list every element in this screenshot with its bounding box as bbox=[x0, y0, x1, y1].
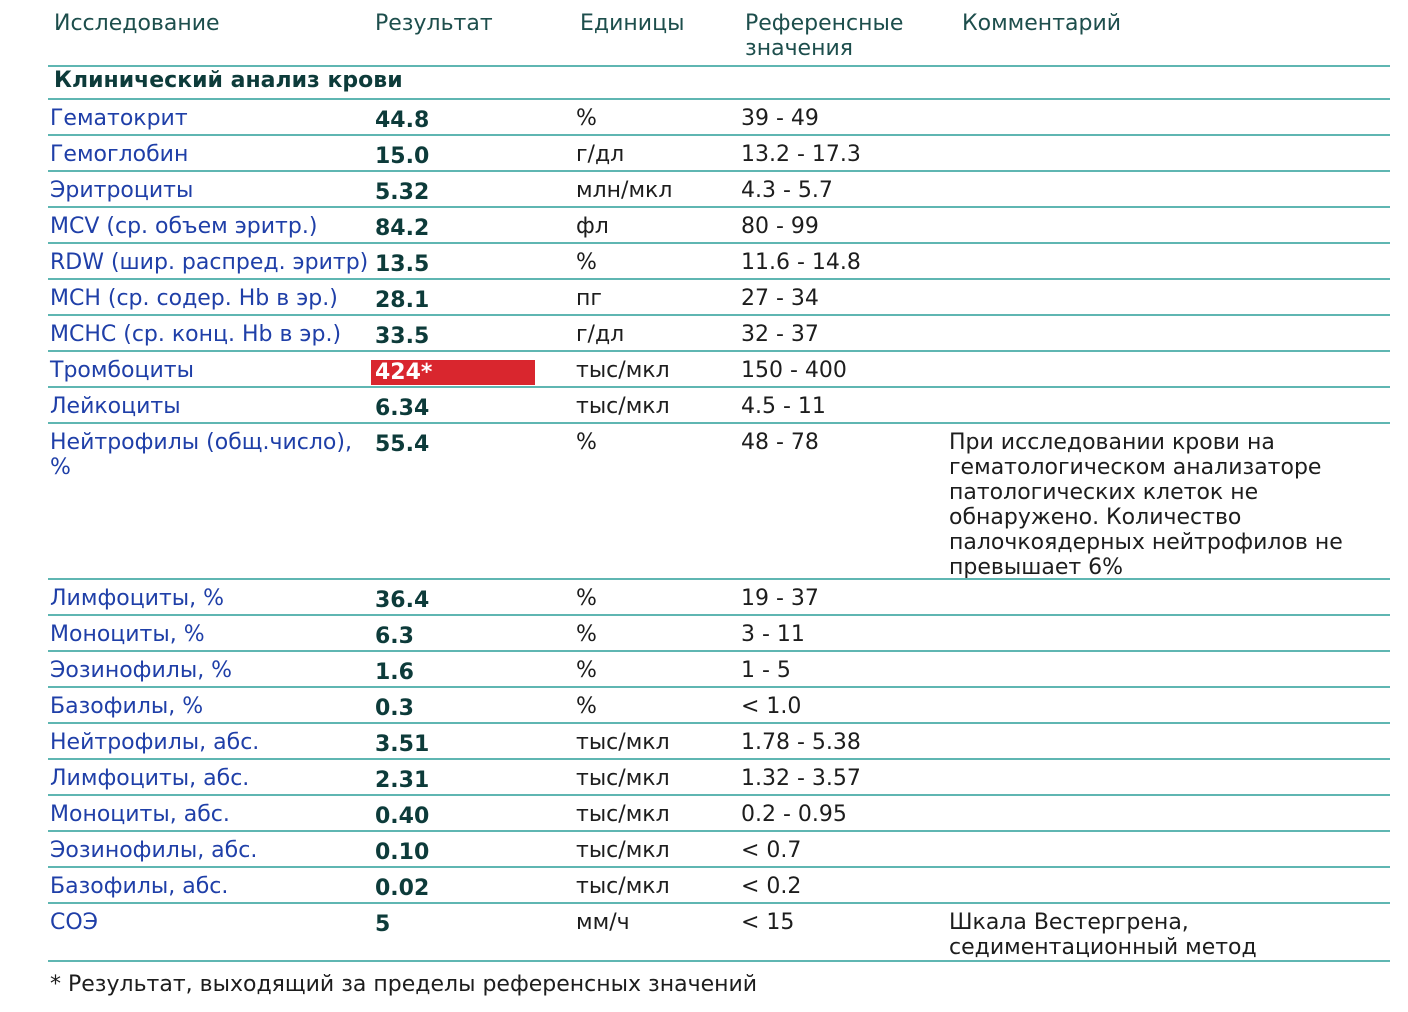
test-name: Лимфоциты, абс. bbox=[50, 766, 250, 791]
result-value: 2.31 bbox=[375, 768, 430, 793]
table-header bbox=[0, 0, 1408, 66]
unit: % bbox=[576, 430, 597, 455]
result-value: 84.2 bbox=[375, 216, 430, 241]
test-name: Эозинофилы, % bbox=[50, 658, 233, 683]
row-divider bbox=[48, 650, 1390, 652]
reference-range: 48 - 78 bbox=[741, 430, 819, 455]
unit: пг bbox=[576, 286, 602, 311]
reference-range: 3 - 11 bbox=[741, 622, 805, 647]
result-value: 13.5 bbox=[375, 252, 430, 277]
reference-range: 32 - 37 bbox=[741, 322, 819, 347]
test-name: MCH (ср. содер. Hb в эр.) bbox=[50, 286, 338, 311]
row-divider bbox=[48, 314, 1390, 316]
reference-range: 150 - 400 bbox=[741, 358, 847, 383]
unit: % bbox=[576, 622, 597, 647]
reference-range: 0.2 - 0.95 bbox=[741, 802, 847, 827]
result-value: 0.3 bbox=[375, 696, 414, 721]
header-result: Результат bbox=[375, 11, 493, 36]
reference-range: 1.78 - 5.38 bbox=[741, 730, 861, 755]
row-divider bbox=[48, 134, 1390, 136]
unit: тыс/мкл bbox=[576, 730, 670, 755]
row-divider bbox=[48, 758, 1390, 760]
result-value: 15.0 bbox=[375, 144, 430, 169]
unit: тыс/мкл bbox=[576, 874, 670, 899]
test-name: MCV (ср. объем эритр.) bbox=[50, 214, 318, 239]
result-value: 0.40 bbox=[375, 804, 430, 829]
row-divider bbox=[48, 866, 1390, 868]
result-value: 1.6 bbox=[375, 660, 414, 685]
unit: % bbox=[576, 586, 597, 611]
test-name: Эритроциты bbox=[50, 178, 194, 203]
row-divider bbox=[48, 794, 1390, 796]
comment: При исследовании крови на гематологическом анализаторе патологических клеток не обнаружено. Количество палочкоядерных нейтрофилов не превышает 6% bbox=[949, 430, 1343, 580]
unit: тыс/мкл bbox=[576, 394, 670, 419]
result-value: 0.10 bbox=[375, 840, 430, 865]
reference-range: 1.32 - 3.57 bbox=[741, 766, 861, 791]
row-divider bbox=[48, 170, 1390, 172]
result-value: 6.3 bbox=[375, 624, 414, 649]
test-name: Гемоглобин bbox=[50, 142, 189, 167]
reference-range: 80 - 99 bbox=[741, 214, 819, 239]
test-name: Базофилы, % bbox=[50, 694, 204, 719]
reference-range: 4.3 - 5.7 bbox=[741, 178, 833, 203]
test-name: Гематокрит bbox=[50, 106, 188, 131]
test-name: Эозинофилы, абс. bbox=[50, 838, 258, 863]
result-value: 44.8 bbox=[375, 108, 430, 133]
unit: тыс/мкл bbox=[576, 358, 670, 383]
test-name: Лимфоциты, % bbox=[50, 586, 225, 611]
unit: г/дл bbox=[576, 142, 625, 167]
result-value: 36.4 bbox=[375, 588, 430, 613]
test-name: Базофилы, абс. bbox=[50, 874, 229, 899]
row-divider bbox=[48, 830, 1390, 832]
row-divider bbox=[48, 614, 1390, 616]
unit: % bbox=[576, 250, 597, 275]
row-divider bbox=[48, 722, 1390, 724]
unit: мм/ч bbox=[576, 910, 630, 935]
result-value: 33.5 bbox=[375, 324, 430, 349]
test-name: Тромбоциты bbox=[50, 358, 194, 383]
unit: % bbox=[576, 694, 597, 719]
header-test: Исследование bbox=[54, 11, 220, 36]
result-value: 5.32 bbox=[375, 180, 430, 205]
reference-range: 39 - 49 bbox=[741, 106, 819, 131]
unit: млн/мкл bbox=[576, 178, 673, 203]
unit: % bbox=[576, 658, 597, 683]
row-divider bbox=[48, 902, 1390, 904]
test-name: Лейкоциты bbox=[50, 394, 181, 419]
reference-range: < 15 bbox=[741, 910, 795, 935]
result-value-flagged: 424* bbox=[371, 360, 535, 385]
unit: % bbox=[576, 106, 597, 131]
test-name: Моноциты, % bbox=[50, 622, 205, 647]
row-divider bbox=[48, 578, 1390, 580]
row-divider bbox=[48, 386, 1390, 388]
row-divider bbox=[48, 686, 1390, 688]
reference-range: < 0.7 bbox=[741, 838, 802, 863]
header-divider bbox=[48, 65, 1390, 67]
unit: тыс/мкл bbox=[576, 802, 670, 827]
reference-range: 11.6 - 14.8 bbox=[741, 250, 861, 275]
unit: г/дл bbox=[576, 322, 625, 347]
reference-range: 19 - 37 bbox=[741, 586, 819, 611]
comment: Шкала Вестергрена, седиментационный метод bbox=[949, 910, 1257, 960]
test-name: Моноциты, абс. bbox=[50, 802, 230, 827]
test-name: MCHC (ср. конц. Hb в эр.) bbox=[50, 322, 342, 347]
reference-range: 1 - 5 bbox=[741, 658, 791, 683]
test-name: Нейтрофилы, абс. bbox=[50, 730, 260, 755]
row-divider bbox=[48, 242, 1390, 244]
footnote: * Результат, выходящий за пределы референсных значений bbox=[50, 972, 758, 997]
header-units: Единицы bbox=[580, 11, 685, 36]
test-name: RDW (шир. распред. эритр) bbox=[50, 250, 369, 275]
reference-range: 4.5 - 11 bbox=[741, 394, 826, 419]
unit: тыс/мкл bbox=[576, 838, 670, 863]
reference-range: < 1.0 bbox=[741, 694, 802, 719]
row-divider bbox=[48, 206, 1390, 208]
reference-range: 13.2 - 17.3 bbox=[741, 142, 861, 167]
row-divider bbox=[48, 422, 1390, 424]
unit: тыс/мкл bbox=[576, 766, 670, 791]
reference-range: < 0.2 bbox=[741, 874, 802, 899]
reference-range: 27 - 34 bbox=[741, 286, 819, 311]
test-name: СОЭ bbox=[50, 910, 99, 935]
result-value: 0.02 bbox=[375, 876, 430, 901]
row-divider bbox=[48, 960, 1390, 962]
row-divider bbox=[48, 350, 1390, 352]
result-value: 6.34 bbox=[375, 396, 430, 421]
result-value: 3.51 bbox=[375, 732, 430, 757]
section-divider bbox=[48, 98, 1390, 100]
test-name: Нейтрофилы (общ.число), % bbox=[50, 430, 352, 480]
unit: фл bbox=[576, 214, 609, 239]
header-comment: Комментарий bbox=[962, 11, 1122, 36]
result-value: 28.1 bbox=[375, 288, 430, 313]
header-reference: Референсные значения bbox=[745, 11, 904, 61]
section-title: Клинический анализ крови bbox=[54, 68, 403, 93]
result-value: 55.4 bbox=[375, 432, 430, 457]
row-divider bbox=[48, 278, 1390, 280]
result-value: 5 bbox=[375, 912, 391, 937]
